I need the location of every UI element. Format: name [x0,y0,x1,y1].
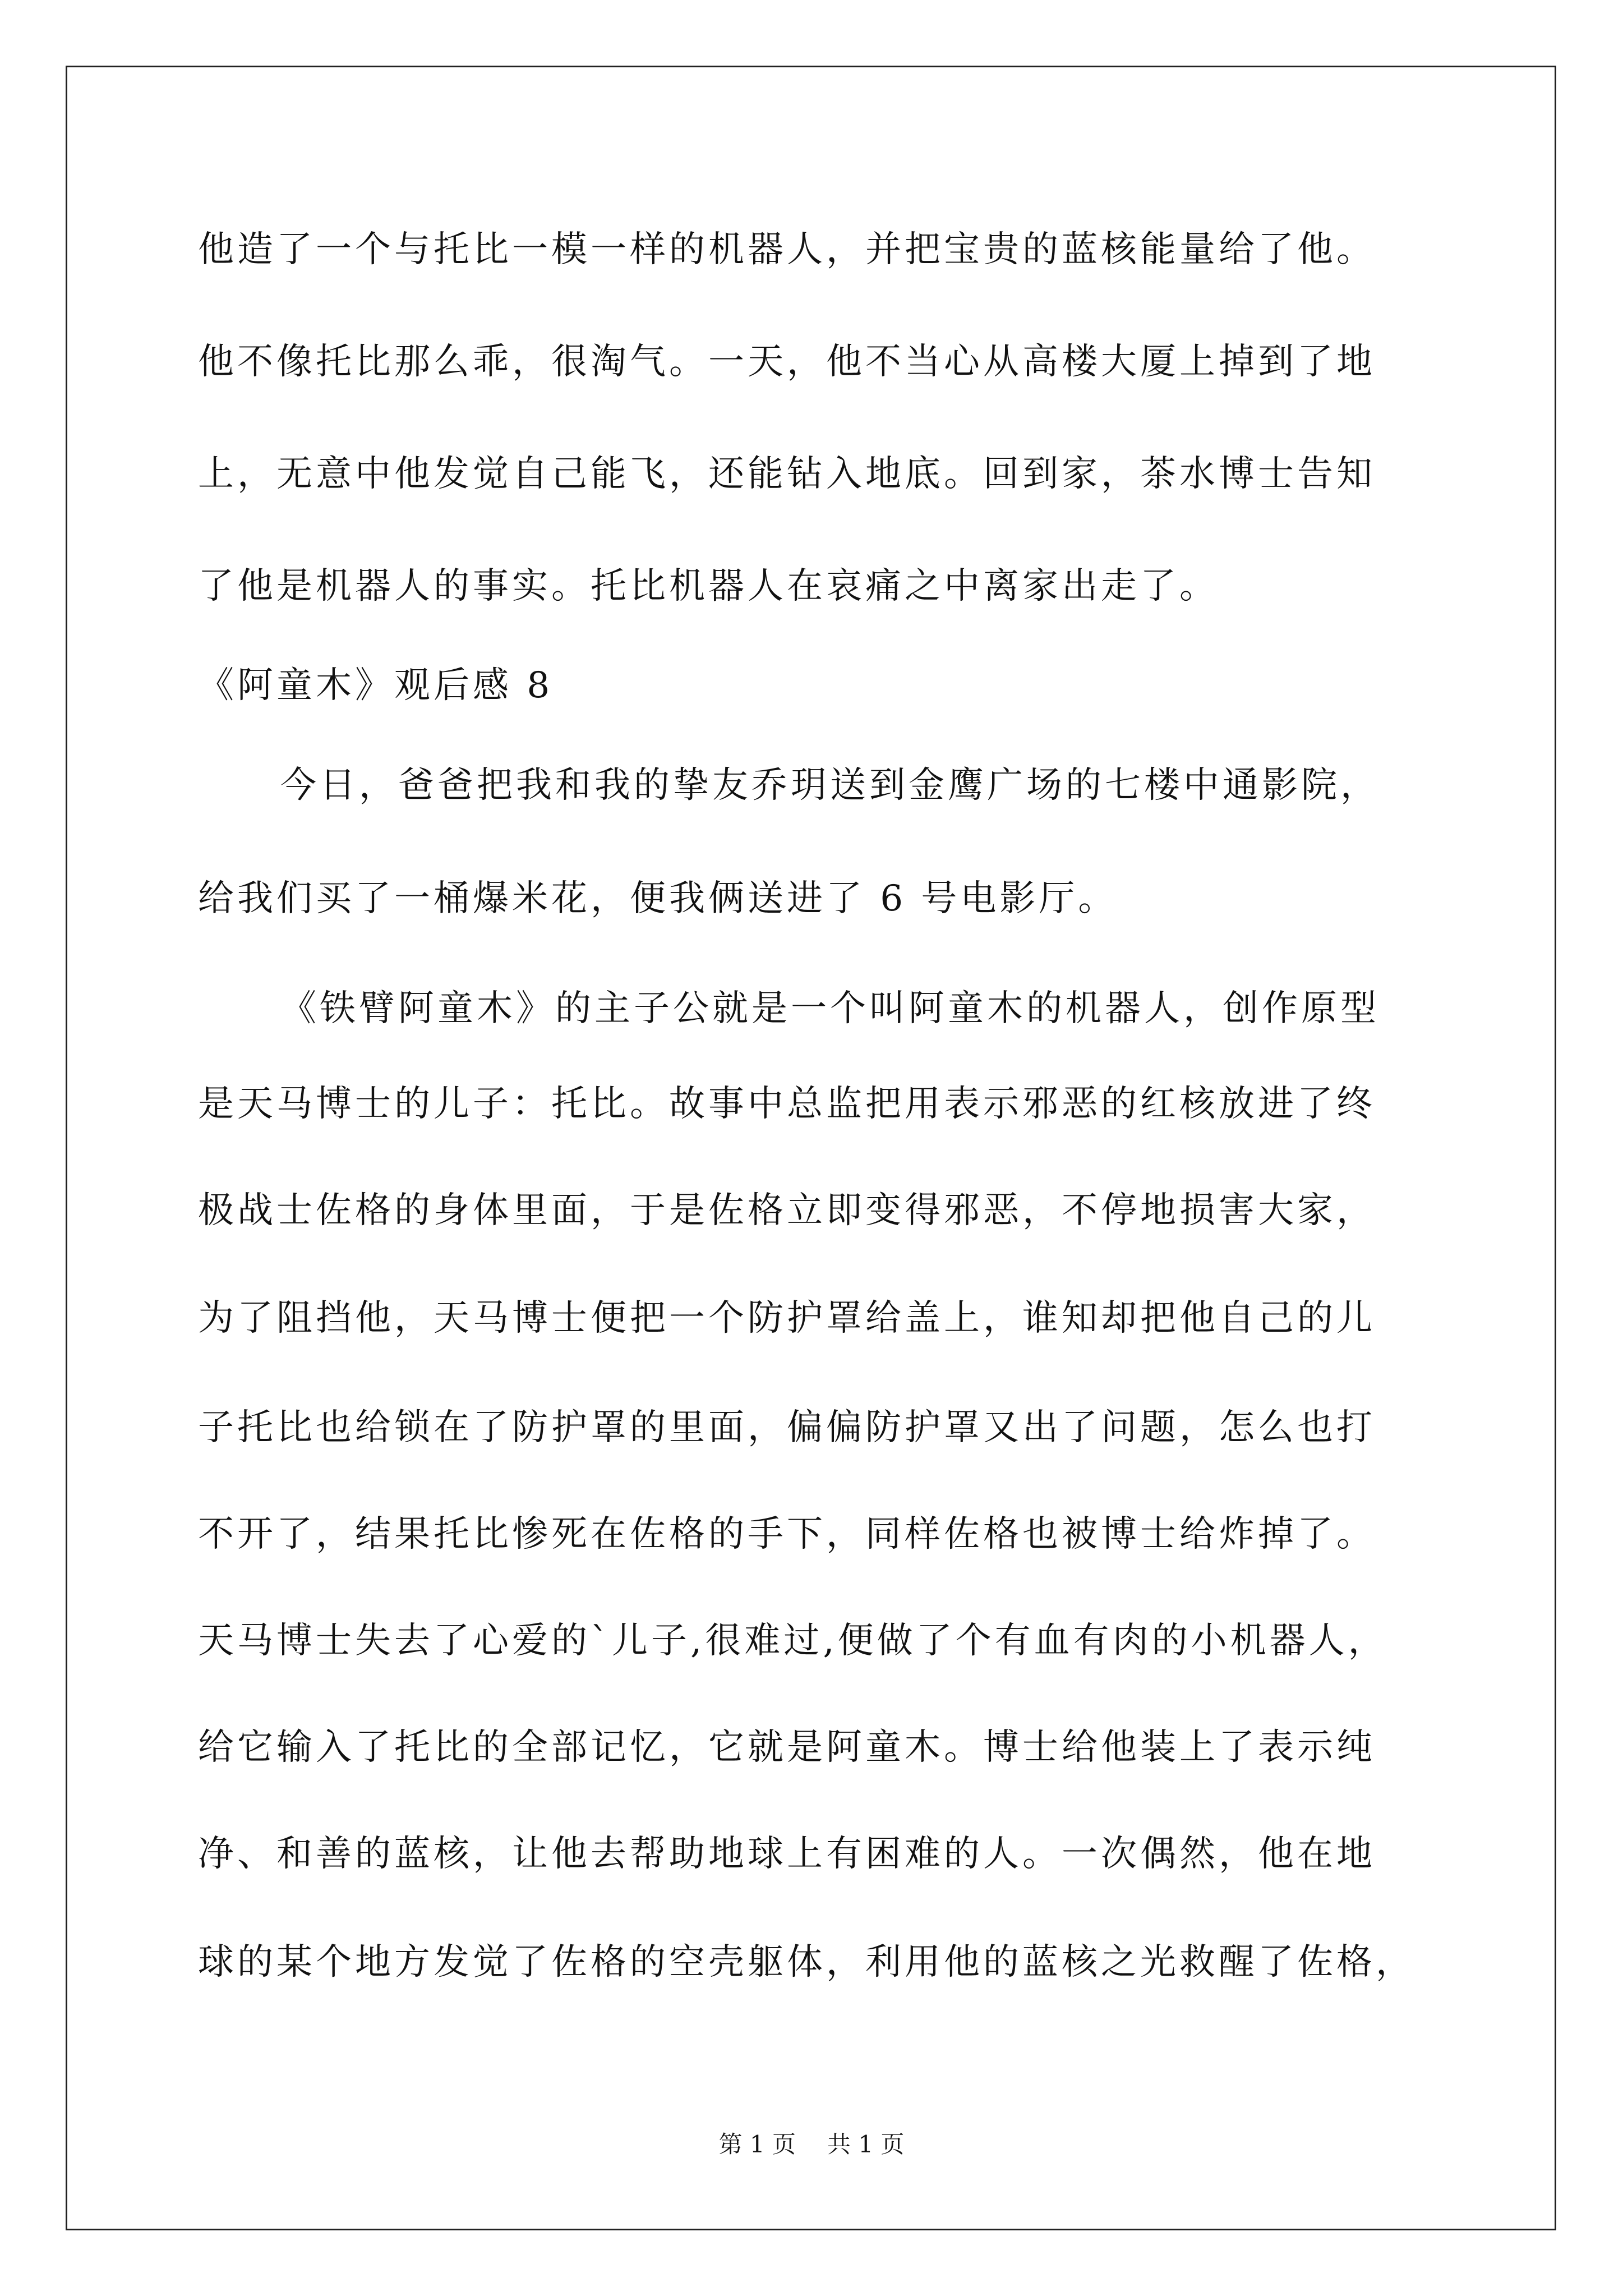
text-line: 上，无意中他发觉自己能飞，还能钻入地底。回到家，茶水博士告知 [198,453,1376,495]
text-line: 天马博士失去了心爱的`儿子,很难过,便做了个有血有肉的小机器人， [198,1620,1387,1662]
text-line: 极战士佐格的身体里面，于是佐格立即变得邪恶，不停地损害大家， [198,1190,1376,1231]
page-footer [0,2126,1623,2160]
text-line: 不开了，结果托比惨死在佐格的手下，同样佐格也被博士给炸掉了。 [198,1513,1376,1555]
text-line: 子托比也给锁在了防护罩的里面，偏偏防护罩又出了问题，怎么也打 [198,1407,1376,1448]
text-line: 他造了一个与托比一模一样的机器人，并把宝贵的蓝核能量给了他。 [198,229,1376,270]
text-line: 球的某个地方发觉了佐格的空壳躯体，利用他的蓝核之光救醒了佐格， [198,1941,1415,1983]
section-heading: 《阿童木》观后感 8 [198,665,554,706]
text-line: 给它输入了托比的全部记忆，它就是阿童木。博士给他装上了表示纯 [198,1727,1376,1768]
paragraph-first-line: 《铁臂阿童木》的主子公就是一个叫阿童木的机器人，创作原型 [280,988,1380,1029]
text-line: 是天马博士的儿子：托比。故事中总监把用表示邪恶的红核放进了终 [198,1083,1376,1125]
page-border [66,66,1556,2230]
page-count: 共 1 页 [827,2131,905,2158]
text-line: 给我们买了一桶爆米花，便我俩送进了 6 号电影厅。 [198,878,1118,919]
paragraph-first-line: 今日，爸爸把我和我的挚友乔玥送到金鹰广场的七楼中通影院， [280,765,1380,806]
text-line: 了他是机器人的事实。托比机器人在哀痛之中离家出走了。 [198,565,1219,607]
text-line: 为了阻挡他，天马博士便把一个防护罩给盖上，谁知却把他自己的儿 [198,1297,1376,1339]
text-line: 他不像托比那么乖，很淘气。一天，他不当心从高楼大厦上掉到了地 [198,341,1376,383]
page-number: 第 1 页 [718,2131,796,2158]
text-line: 净、和善的蓝核，让他去帮助地球上有困难的人。一次偶然，他在地 [198,1833,1376,1875]
